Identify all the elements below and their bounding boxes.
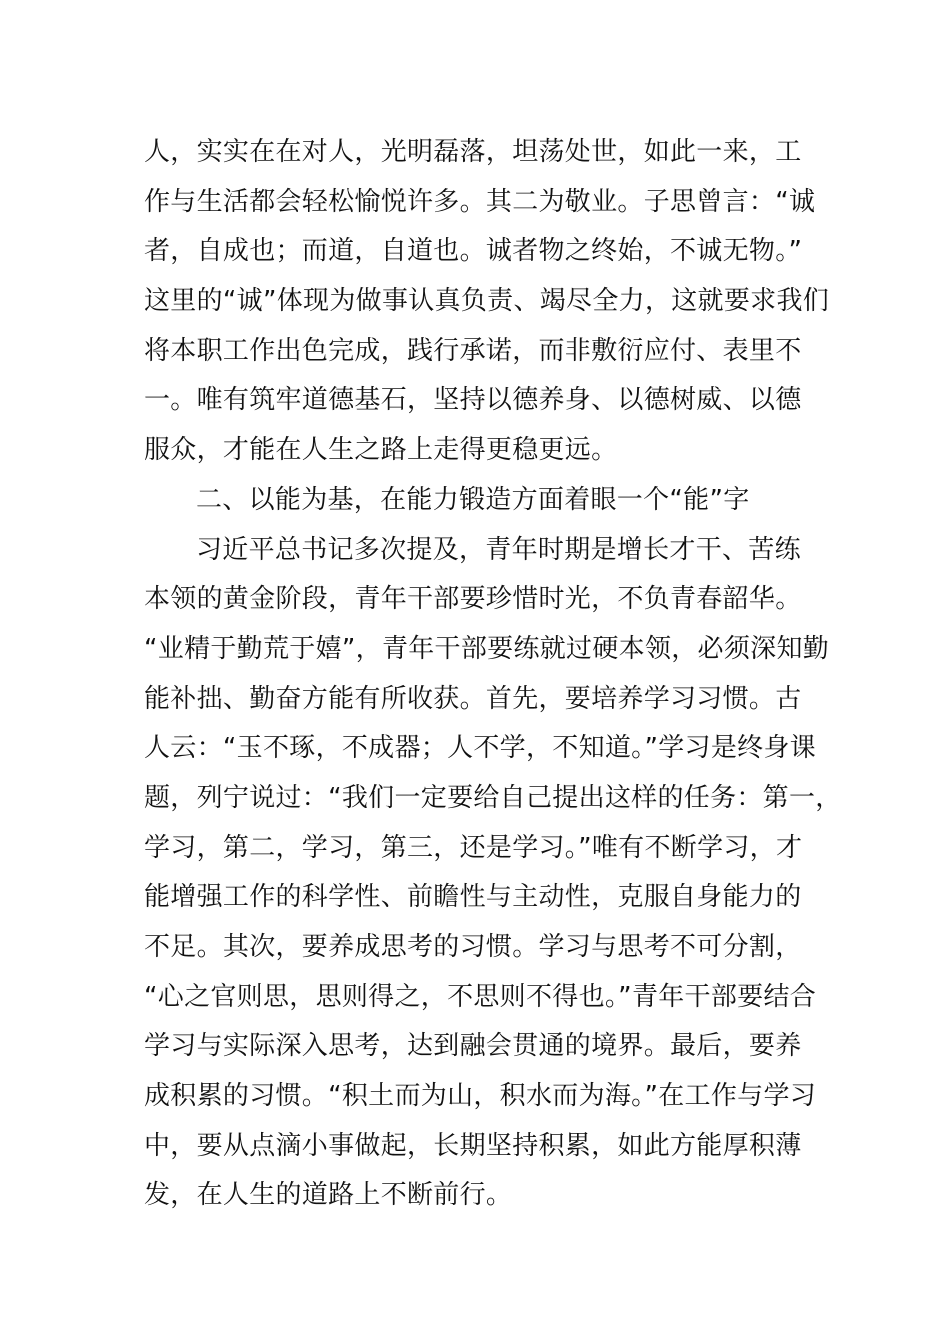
text-line: 人，实实在在对人，光明磊落，坦荡处世，如此一来，工 xyxy=(144,137,802,167)
text-line: 中，要从点滴小事做起，长期坚持积累，如此方能厚积薄 xyxy=(144,1130,802,1161)
text-line: 一。唯有筑牢道德基石，坚持以德养身、以德树威、以德 xyxy=(144,385,802,416)
text-line: 者，自成也；而道，自道也。诚者物之终始，不诚无物。” xyxy=(144,236,803,267)
text-line: 将本职工作出色完成，践行承诺，而非敷衍应付、表里不 xyxy=(144,335,802,366)
text-line: 成积累的习惯。“积土而为山，积水而为海。”在工作与学习 xyxy=(144,1081,817,1112)
text-line: 能补拙、勤奋方能有所收获。首先，要培养学习习惯。古 xyxy=(144,683,802,714)
text-line: “业精于勤荒于嬉”，青年干部要练就过硬本领，必须深知勤 xyxy=(144,633,830,664)
paragraph-start-line: 习近平总书记多次提及，青年时期是增长才干、苦练 xyxy=(196,534,801,565)
body-text xyxy=(144,128,842,1221)
text-line: 学习与实际深入思考，达到融会贯通的境界。最后，要养 xyxy=(144,1031,802,1062)
text-line: 学习，第二，学习，第三，还是学习。”唯有不断学习，才 xyxy=(144,832,803,863)
text-line: 题，列宁说过：“我们一定要给自己提出这样的任务：第一， xyxy=(144,782,842,813)
section-heading: 二、以能为基，在能力锻造方面着眼一个“能”字 xyxy=(196,484,750,515)
text-line: “心之官则思，思则得之，不思则不得也。”青年干部要结合 xyxy=(144,981,817,1012)
text-line: 人云：“玉不琢，不成器；人不学，不知道。”学习是终身课 xyxy=(144,733,817,764)
text-line: 作与生活都会轻松愉悦许多。其二为敬业。子思曾言：“诚 xyxy=(144,186,816,217)
text-line: 服众，才能在人生之路上走得更稳更远。 xyxy=(144,435,618,466)
text-line: 不足。其次，要养成思考的习惯。学习与思考不可分割， xyxy=(144,932,802,962)
text-line: 发，在人生的道路上不断前行。 xyxy=(144,1180,513,1211)
text-line: 能增强工作的科学性、前瞻性与主动性，克服自身能力的 xyxy=(144,882,802,913)
text-line: 本领的黄金阶段，青年干部要珍惜时光，不负青春韶华。 xyxy=(144,584,802,615)
text-line: 这里的“诚”体现为做事认真负责、竭尽全力，这就要求我们 xyxy=(144,286,830,317)
